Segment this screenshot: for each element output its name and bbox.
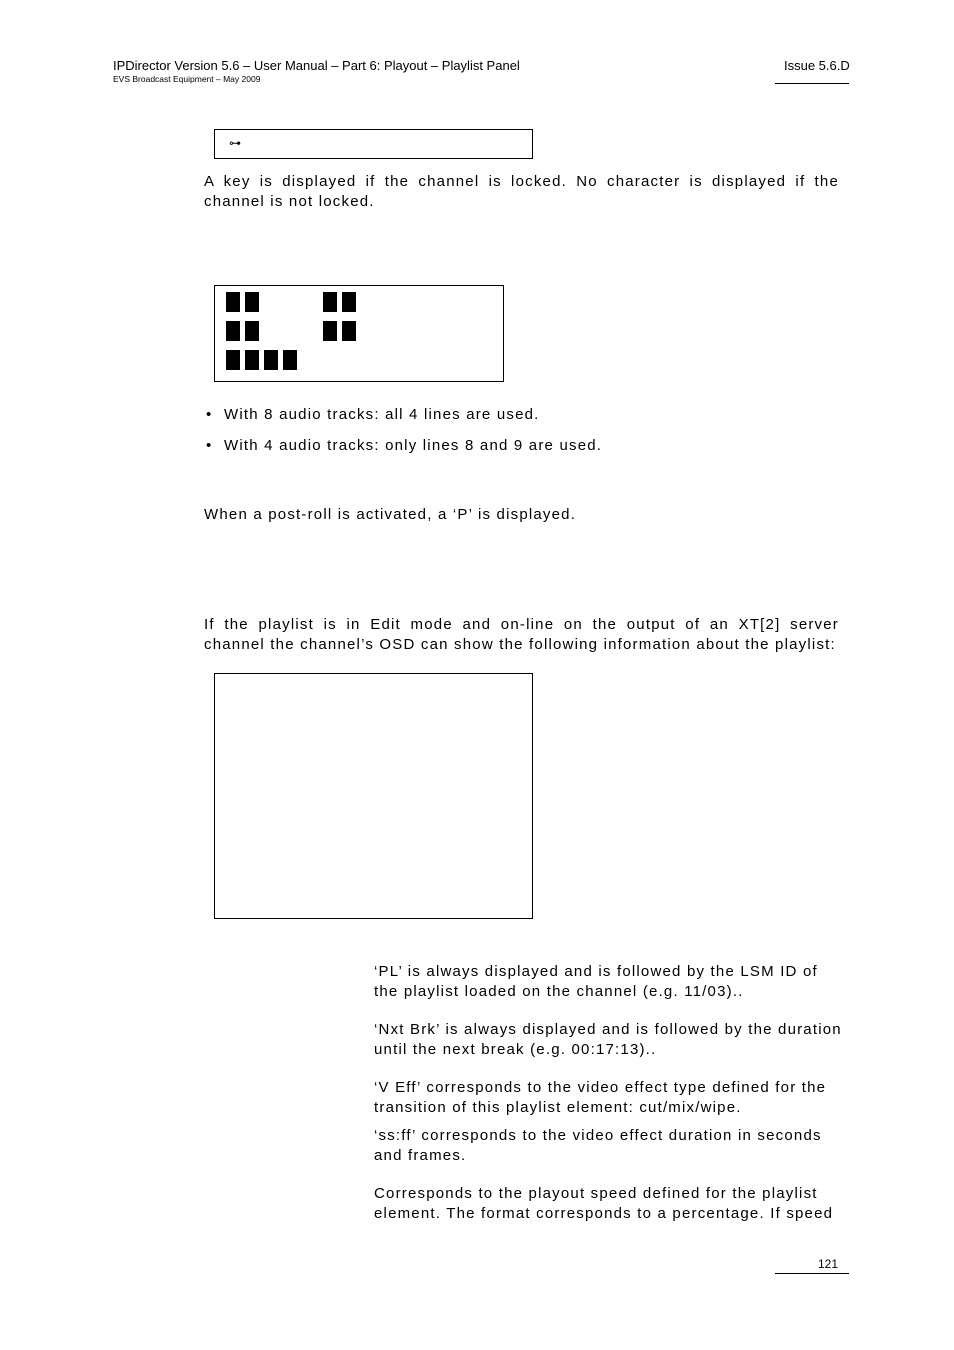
audio-track-block [342, 292, 356, 312]
postroll-paragraph: When a post-roll is activated, a ‘P’ is displayed. [204, 506, 577, 523]
audio-track-block [283, 350, 297, 370]
header-rule [775, 83, 849, 84]
definition-nxt-brk: ‘Nxt Brk’ is always displayed and is followed by the duration until the next break (e.g. 00:17:13).. [374, 1021, 842, 1058]
bullet-dot-icon: • [206, 406, 213, 423]
bullet-item [206, 437, 846, 457]
audio-track-block [245, 292, 259, 312]
playlist-intro-paragraph: If the playlist is in Edit mode and on-line on the output of an XT[2] server channel the channel’s OSD can show the following information about the playlist: [204, 616, 839, 653]
audio-track-block [245, 321, 259, 341]
lock-osd-box [214, 129, 533, 159]
key-icon: ⊶ [229, 136, 241, 150]
audio-track-block [226, 292, 240, 312]
footer-rule [775, 1273, 849, 1274]
header-subtitle: EVS Broadcast Equipment – May 2009 [113, 74, 261, 84]
lock-paragraph: A key is displayed if the channel is locked. No character is displayed if the channel is not locked. [204, 173, 839, 210]
bullet-item [206, 406, 846, 426]
header-title: IPDirector Version 5.6 – User Manual – Part 6: Playout – Playlist Panel [113, 58, 520, 73]
audio-track-block [226, 350, 240, 370]
audio-osd-box [214, 285, 504, 382]
bullet-text: With 4 audio tracks: only lines 8 and 9 are used. [224, 437, 603, 454]
audio-track-block [245, 350, 259, 370]
definition-pl: ‘PL’ is always displayed and is followed by the LSM ID of the playlist loaded on the channel (e.g. 11/03).. [374, 963, 818, 1000]
audio-track-block [342, 321, 356, 341]
playlist-osd-box [214, 673, 533, 919]
bullet-dot-icon: • [206, 437, 213, 454]
audio-track-block [323, 321, 337, 341]
bullet-text: With 8 audio tracks: all 4 lines are used. [224, 406, 540, 423]
audio-track-block [264, 350, 278, 370]
definition-ss-ff: ‘ss:ff’ corresponds to the video effect duration in seconds and frames. [374, 1127, 822, 1164]
header-issue: Issue 5.6.D [784, 58, 850, 73]
definition-v-eff: ‘V Eff’ corresponds to the video effect type defined for the transition of this playlist element: cut/mix/wipe. [374, 1079, 827, 1116]
definition-speed: Corresponds to the playout speed defined for the playlist element. The format corresponds to a percentage. If speed [374, 1185, 834, 1222]
audio-track-block [226, 321, 240, 341]
audio-track-block [323, 292, 337, 312]
page-number: 121 [818, 1257, 839, 1271]
